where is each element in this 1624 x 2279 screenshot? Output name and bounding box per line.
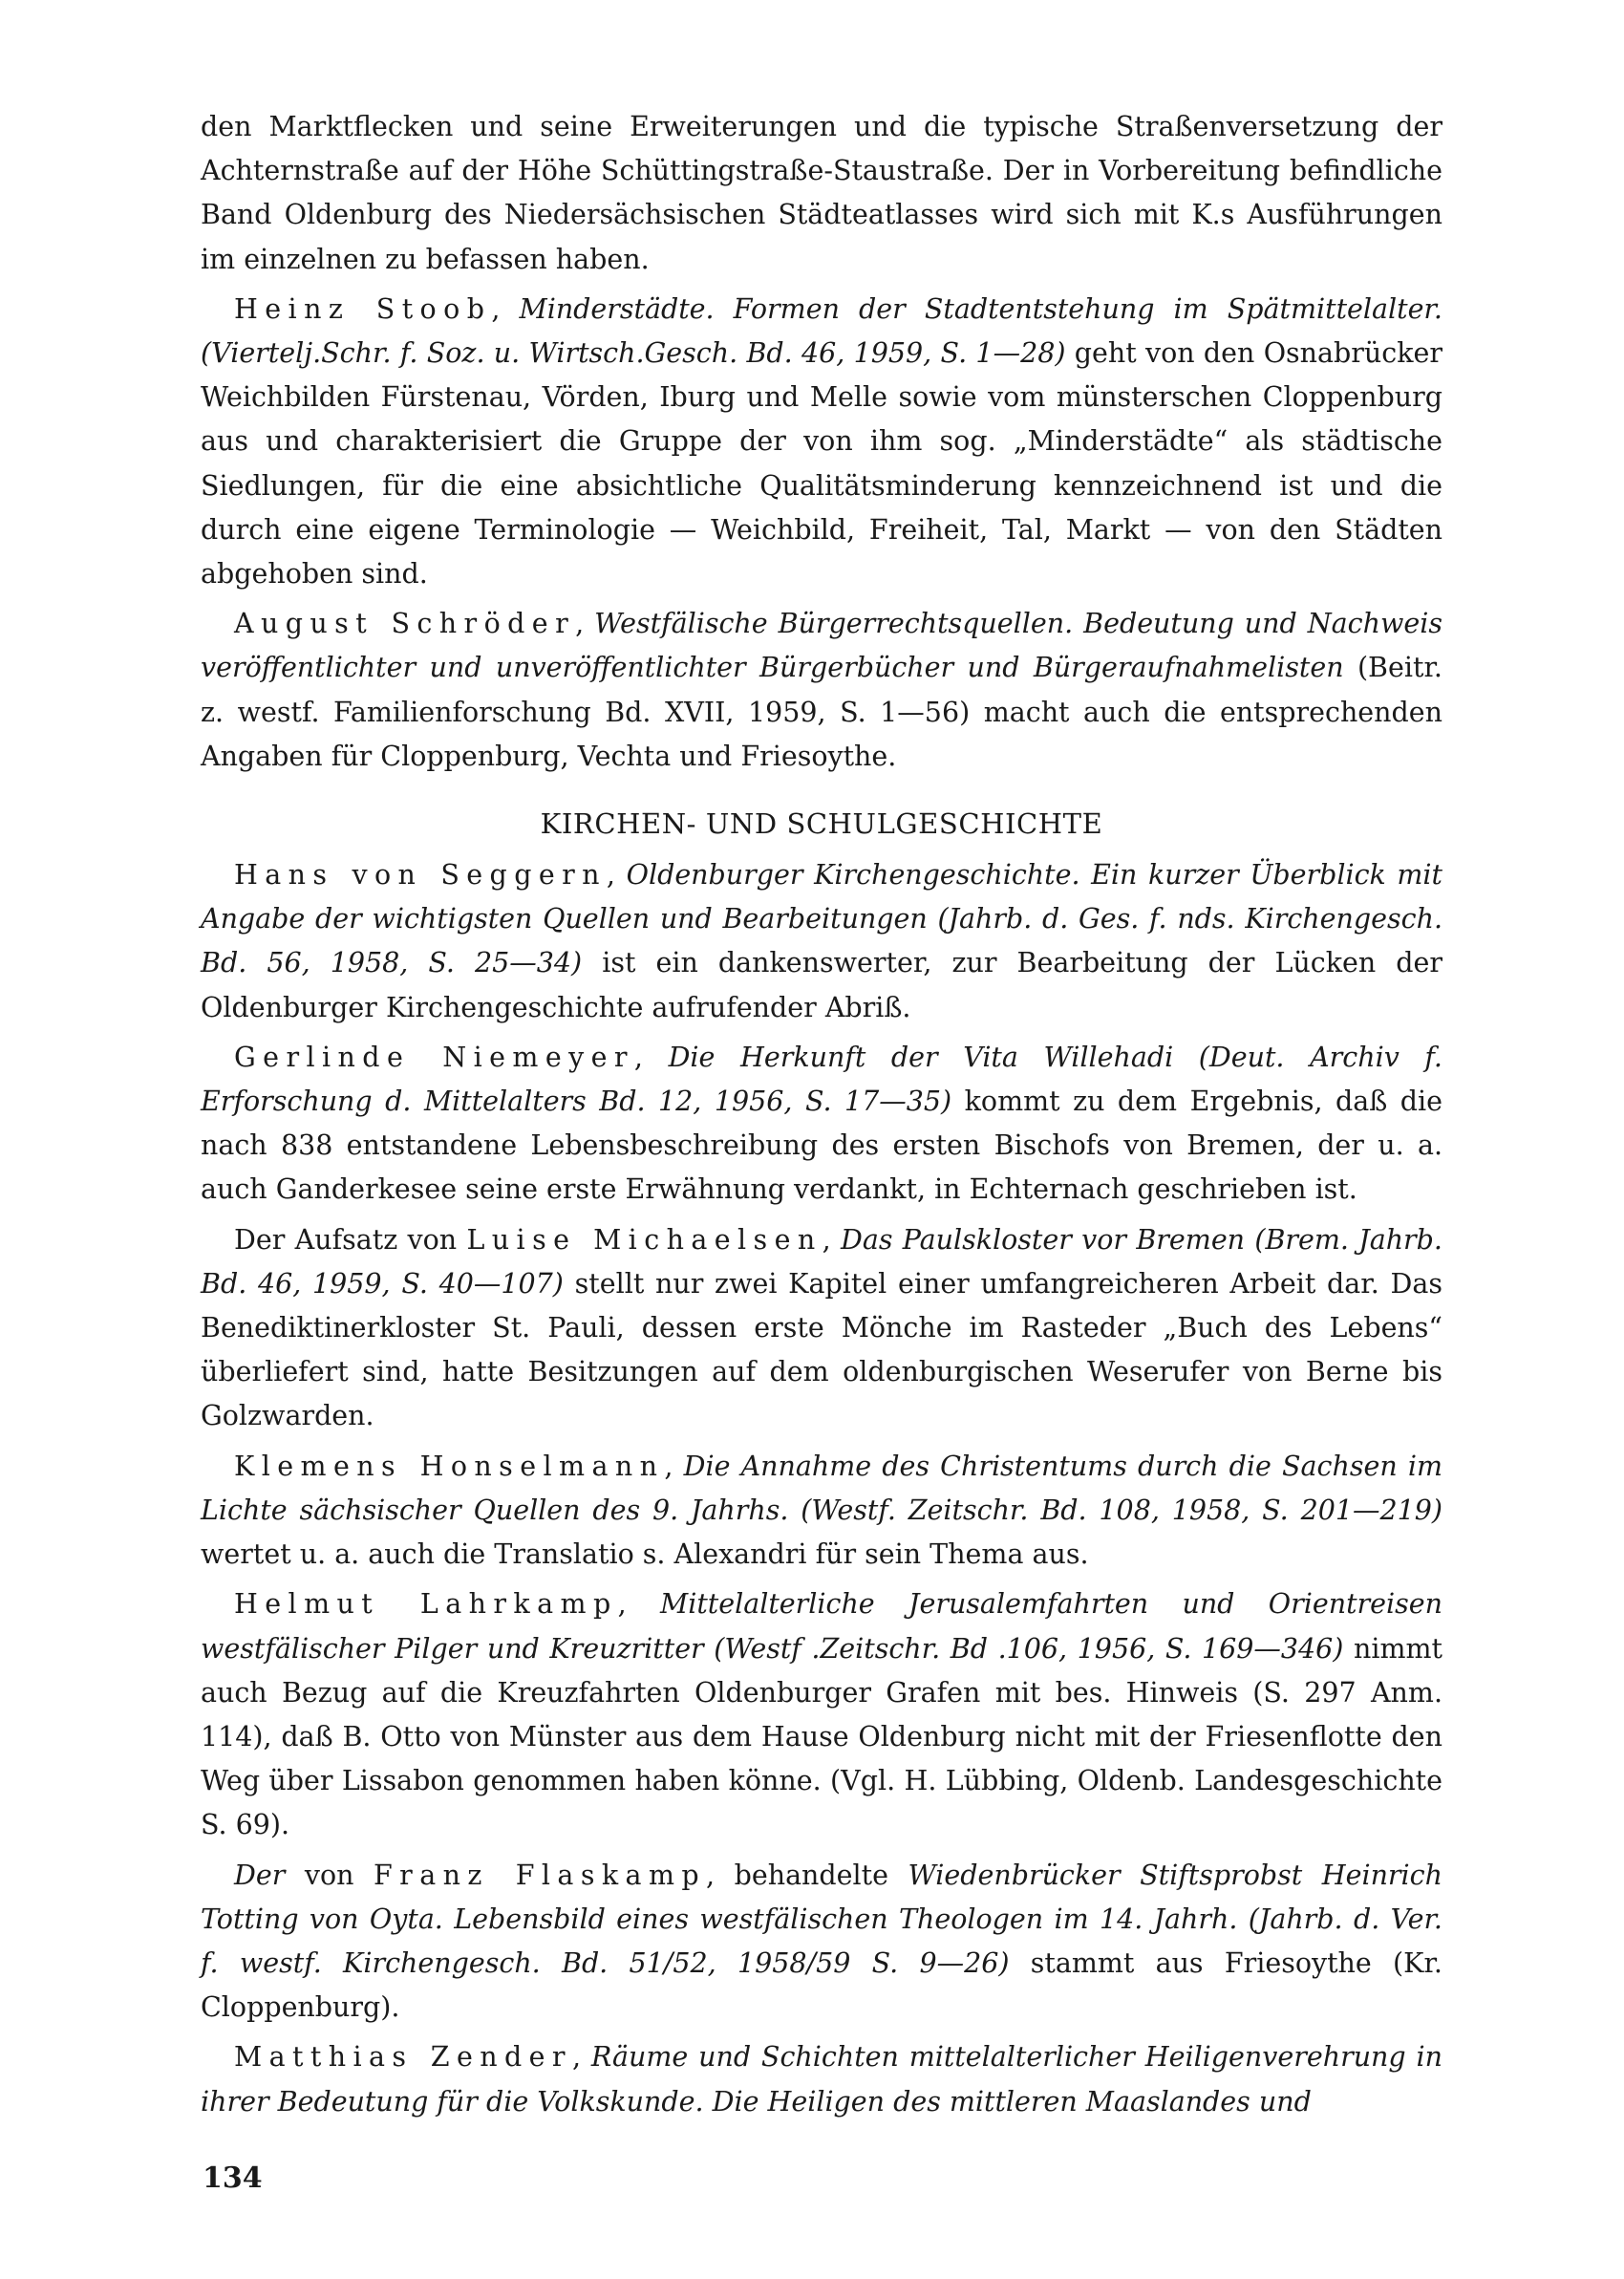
body-text: ,	[633, 1041, 669, 1073]
work-title: Wiedenbrücker Stiftsprobst Heinrich Totting von Oyta. Lebensbild eines westfälischen Theologen im 14. Jahrh. (Jahrb. d. Ver. f. westf. Kirchengesch. Bd. 51/52, 1958/59 S. 9—26)	[201, 1859, 1442, 1979]
author-name: August Schröder	[234, 608, 576, 640]
author-name: Heinz Stoob	[234, 292, 492, 325]
work-title: Die Herkunft der Vita Willehadi (Deut. Archiv f. Erforschung d. Mittelalters Bd. 12, 1956, S. 17—35)	[201, 1041, 1442, 1118]
work-title: Die Annahme des Christentums durch die Sachsen im Lichte sächsischer Quellen des 9. Jahrhs. (Westf. Zeitschr. Bd. 108, 1958, S. 201—219)	[201, 1450, 1442, 1526]
body-text: ,	[575, 608, 595, 640]
body-text: ,	[491, 292, 520, 325]
author-name: Matthias Zender	[234, 2041, 572, 2074]
body-text: wertet u. a. auch die Translatio s. Alexandri für sein Thema aus.	[201, 1538, 1089, 1571]
body-text: ,	[571, 2041, 591, 2074]
section-top	[201, 105, 1442, 779]
author-name: Franz Flaskamp	[373, 1859, 707, 1891]
page-body	[201, 105, 1442, 2124]
author-name: Hans von Seggern	[234, 859, 607, 892]
author-name: Klemens Honselmann	[234, 1450, 665, 1482]
body-text: ist ein dankenswerter, zur Bearbeitung der Lücken der Oldenburger Kirchengeschichte aufrufender Abriß.	[201, 947, 1442, 1023]
body-text: ,	[617, 1588, 661, 1621]
body-text: den Marktflecken und seine Erweiterungen und die typische Straßenversetzung der Achternstraße auf der Höhe Schüttingstraße-Staustraße. Der in Vorbereitung befindliche Band Oldenburg des Niedersächsischen Städteatlasses wird sich mit K.s Ausführungen im einzelnen zu befassen haben.	[201, 111, 1442, 275]
paragraph	[201, 1854, 1442, 2031]
body-text: stellt nur zwei Kapitel einer umfangreicheren Arbeit dar. Das Benediktinerkloster St. Pauli, dessen erste Mönche im Rasteder „Buch des Lebens“ überliefert sind, hatte Besitzungen auf dem oldenburgischen Weserufer von Berne bis Golzwarden.	[201, 1267, 1442, 1432]
body-text: stammt aus Friesoythe (Kr. Cloppenburg).	[201, 1946, 1442, 2024]
body-text: (Beitr. z. westf. Familienforschung Bd. XVII, 1959, S. 1—56) macht auch die entsprechenden Angaben für Cloppenburg, Vechta und Friesoythe.	[201, 652, 1442, 772]
paragraph	[201, 1582, 1442, 1847]
body-text: von	[285, 1859, 374, 1891]
paragraph	[201, 288, 1442, 596]
body-text: ,	[606, 859, 627, 892]
paragraph	[201, 1445, 1442, 1578]
paragraph	[201, 2035, 1442, 2123]
paragraph	[201, 105, 1442, 282]
work-title: Räume und Schichten mittelalterlicher Heiligenverehrung in ihrer Bedeutung für die Volkskunde. Die Heiligen des mittleren Maaslandes und	[201, 2041, 1442, 2118]
body-text: ,	[822, 1223, 841, 1256]
body-text: Der Aufsatz von	[234, 1223, 467, 1256]
body-text: kommt zu dem Ergebnis, daß die nach 838 entstandene Lebensbeschreibung des ersten Bischofs von Bremen, der u. a. auch Ganderkesee seine erste Erwähnung verdankt, in Echternach geschrieben ist.	[201, 1086, 1442, 1206]
paragraph	[201, 1218, 1442, 1439]
work-title: Westfälische Bürgerrechtsquellen. Bedeutung und Nachweis veröffentlichter und unveröffentlichter Bürgerbücher und Bürgeraufnahmelisten	[201, 608, 1442, 684]
work-title: Mittelalterliche Jerusalemfahrten und Orientreisen westfälischer Pilger und Kreuzritter (Westf .Zeitschr. Bd .106, 1956, S. 169—346)	[201, 1588, 1442, 1665]
body-text: nimmt auch Bezug auf die Kreuzfahrten Oldenburger Grafen mit bes. Hinweis (S. 297 Anm. 114), daß B. Otto von Münster aus dem Hause Oldenburg nicht mit der Friesenflotte den Weg über Lissabon genommen haben könne. (Vgl. H. Lübbing, Oldenb. Landesgeschichte S. 69).	[201, 1632, 1442, 1841]
author-name: Gerlinde Niemeyer	[234, 1041, 634, 1073]
paragraph	[201, 853, 1442, 1030]
author-name: Luise Michaelsen	[466, 1223, 823, 1256]
work-title: Minderstädte. Formen der Stadtentstehung im Spätmittelalter. (Viertelj.Schr. f. Soz. u. Wirtsch.Gesch. Bd. 46, 1959, S. 1—28)	[201, 292, 1442, 370]
work-title: Der	[234, 1859, 286, 1891]
author-name: Helmut Lahrkamp	[234, 1588, 618, 1621]
work-title: Oldenburger Kirchengeschichte. Ein kurzer Überblick mit Angabe der wichtigsten Quellen und Bearbeitungen (Jahrb. d. Ges. f. nds. Kirchengesch. Bd. 56, 1958, S. 25—34)	[201, 859, 1442, 979]
section-heading: KIRCHEN- UND SCHULGESCHICHTE	[540, 807, 1103, 841]
page-number: 134	[203, 2161, 263, 2195]
paragraph	[201, 602, 1442, 779]
work-title: Das Paulskloster vor Bremen (Brem. Jahrb. Bd. 46, 1959, S. 40—107)	[201, 1223, 1442, 1300]
section-bottom	[201, 853, 1442, 2124]
body-text: , behandelte	[706, 1859, 908, 1891]
paragraph	[201, 1036, 1442, 1213]
body-text: geht von den Osnabrücker Weichbilden Fürstenau, Vörden, Iburg und Melle sowie vom münsterschen Cloppenburg aus und charakterisiert die Gruppe der von ihm sog. „Minderstädte“ als städtische Siedlungen, für die eine absichtliche Qualitätsminderung kennzeichnend ist und die durch eine eigene Terminologie — Weichbild, Freiheit, Tal, Markt — von den Städten abgehoben sind.	[201, 337, 1442, 591]
body-text: ,	[664, 1450, 684, 1482]
